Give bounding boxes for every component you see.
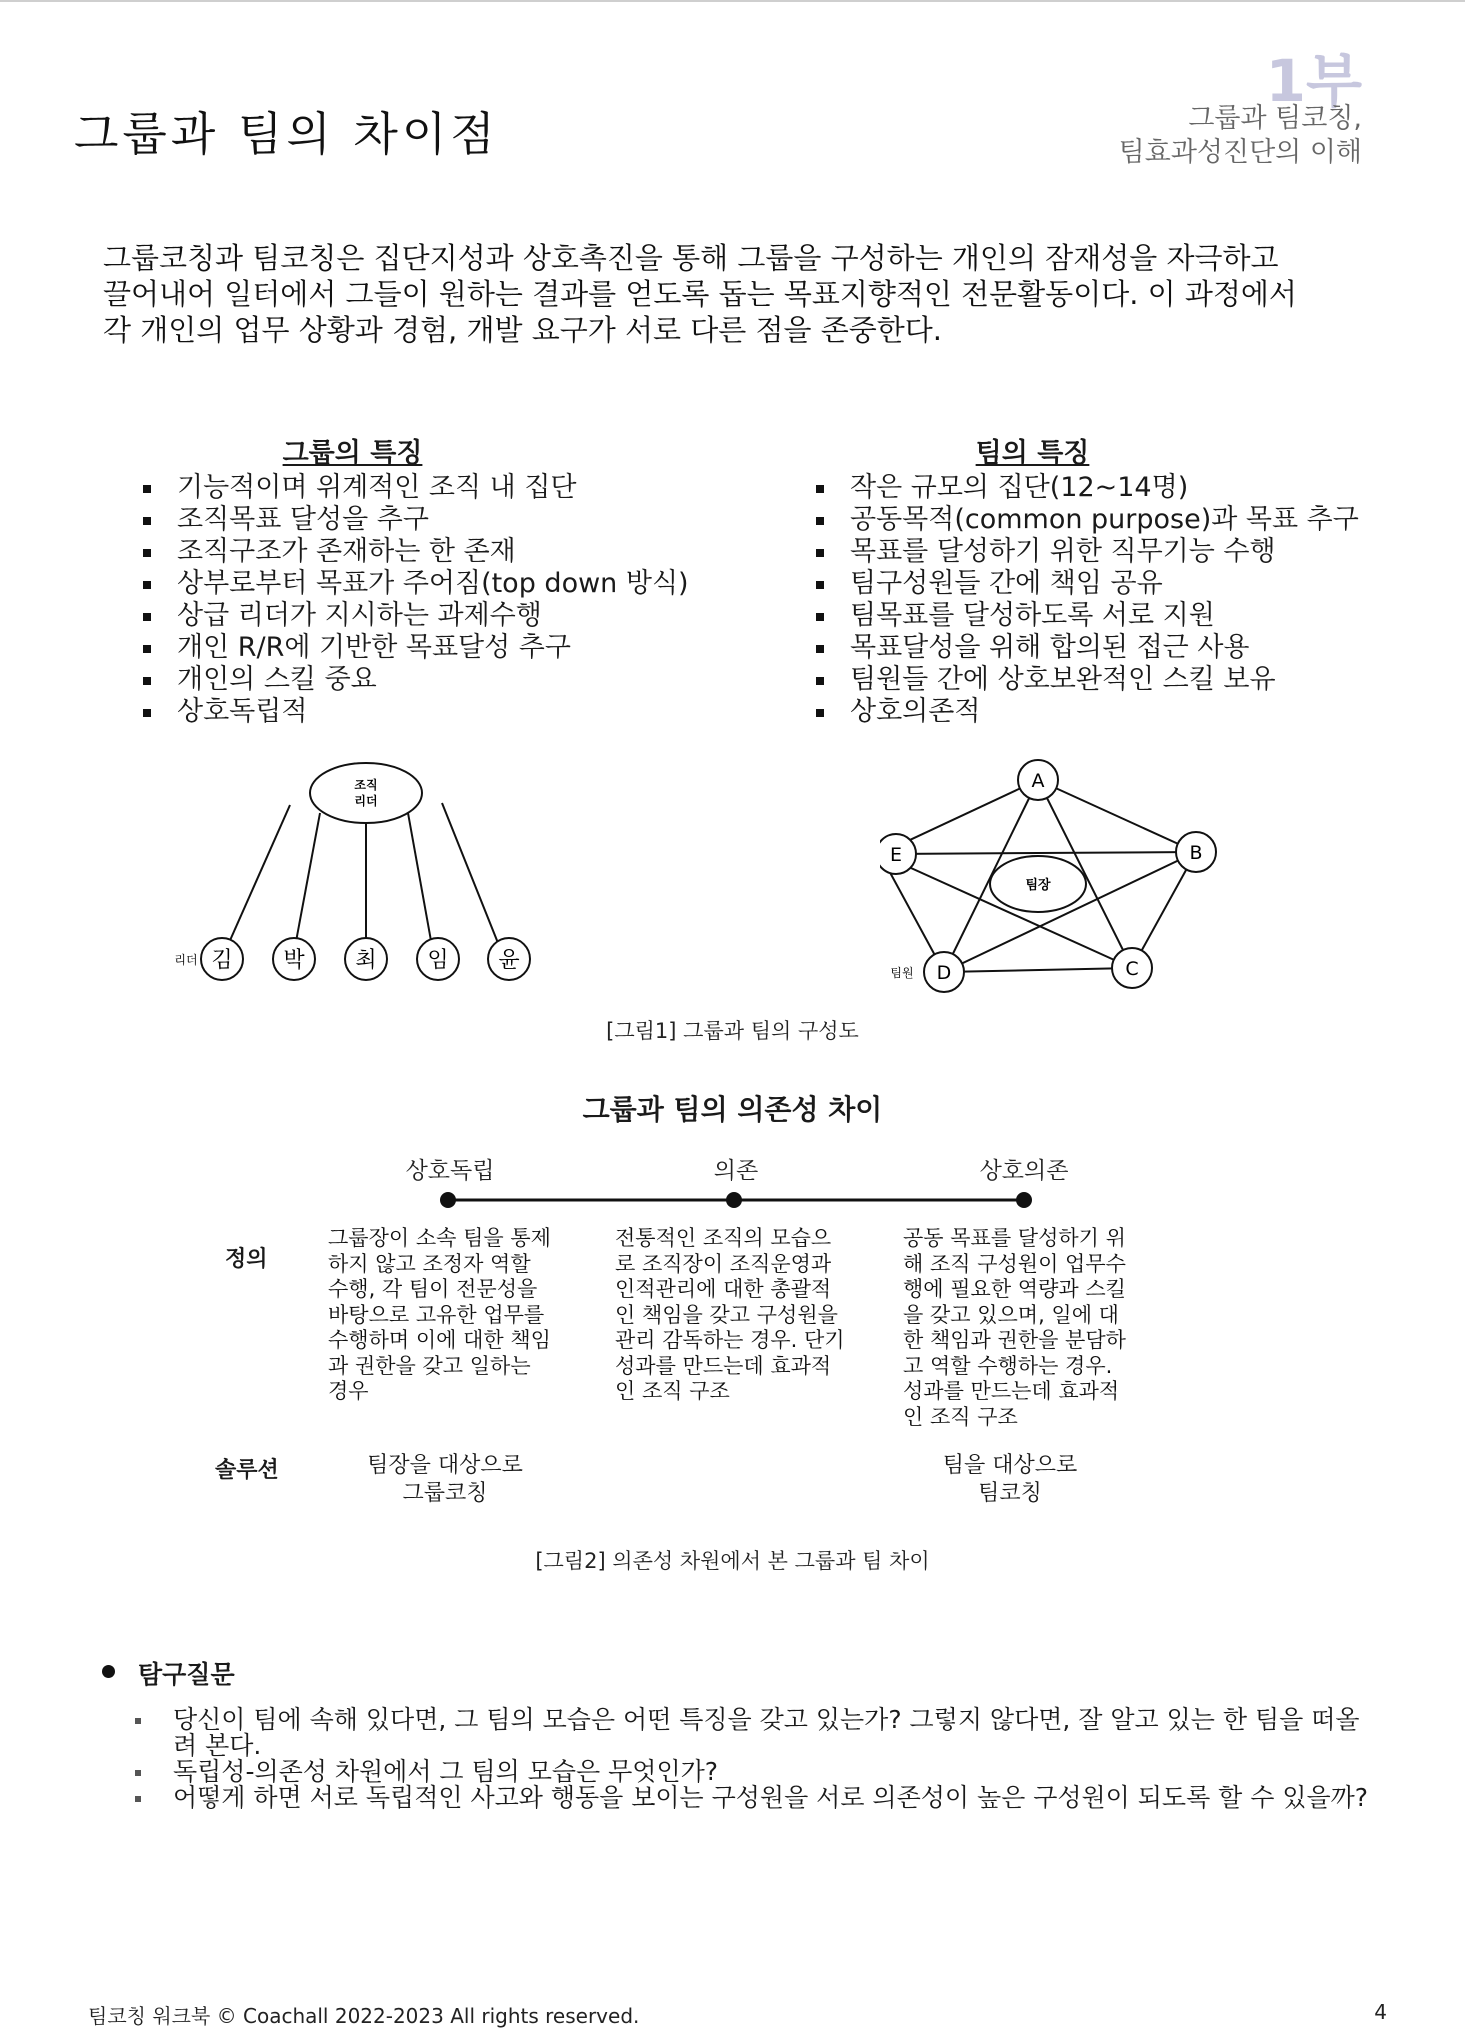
team-node-d: D [936, 962, 952, 984]
group-features-heading: 그룹의 특징 [282, 438, 423, 469]
part-number: 1부 [1265, 47, 1362, 115]
dependency-axis [430, 1188, 1040, 1218]
solution-line: 팀장을 대상으로 [367, 1453, 523, 1478]
dependency-title: 그룹과 팀의 의존성 차이 [582, 1093, 883, 1126]
figure2-caption: [그림2] 의존성 차원에서 본 그룹과 팀 차이 [535, 1549, 930, 1573]
definition-line: 바탕으로 고유한 업무를 [328, 1302, 545, 1327]
team-leader-label: 팀장 [1025, 878, 1051, 893]
group-leader-label: 조직 [354, 778, 378, 792]
definition-line: 행에 필요한 역량과 스킬 [903, 1277, 1126, 1301]
solution-line: 팀을 대상으로 [942, 1453, 1078, 1478]
definition-line: 과 권한을 갖고 일하는 [328, 1353, 531, 1378]
member-node: 최 [355, 948, 377, 973]
intro-line: 각 개인의 업무 상황과 경험, 개발 요구가 서로 다른 점을 존중한다. [103, 313, 942, 347]
solution-group [325, 1452, 565, 1508]
team-feature-item: 상호의존적 [813, 696, 1359, 728]
question-item: 당신이 팀에 속해 있다면, 그 팀의 모습은 어떤 특징을 갖고 있는가? 그렇지 않다면, 잘 알고 있는 한 팀을 떠올려 본다. [133, 1707, 1383, 1759]
definition-line: 인 조직 구조 [903, 1404, 1018, 1429]
team-member-label: 팀원 [890, 966, 914, 980]
team-node-a: A [1031, 770, 1045, 792]
definition-dependent [615, 1226, 875, 1405]
part-subtitle [1119, 102, 1362, 170]
definition-line: 수행하며 이에 대한 책임 [328, 1328, 551, 1352]
definition-line: 을 갖고 있으며, 일에 대 [903, 1302, 1119, 1327]
team-feature-item: 팀원들 간에 상호보완적인 스킬 보유 [813, 664, 1359, 696]
team-node-b: B [1189, 842, 1203, 864]
group-feature-item: 조직구조가 존재하는 한 존재 [140, 536, 689, 568]
definition-interdependent [903, 1226, 1163, 1430]
definition-independent [328, 1226, 588, 1405]
definition-line: 하지 않고 조정자 역할 [328, 1251, 531, 1276]
team-features-list [813, 472, 1359, 728]
group-feature-item: 조직목표 달성을 추구 [140, 504, 689, 536]
axis-point [726, 1192, 742, 1208]
definition-line: 한 책임과 권한을 분담하 [903, 1328, 1126, 1352]
group-feature-item: 기능적이며 위계적인 조직 내 집단 [140, 472, 689, 504]
part-subtitle-line2: 팀효과성진단의 이해 [1118, 137, 1362, 168]
group-leader-label: 리더 [354, 794, 378, 808]
column-label-independent: 상호독립 [405, 1158, 495, 1184]
bullet-dot [102, 1665, 115, 1678]
part-subtitle-line1: 그룹과 팀코칭, [1188, 103, 1362, 134]
question-item: 어떻게 하면 서로 독립적인 사고와 행동을 보이는 구성원을 서로 의존성이 높은 구성원이 되도록 할 수 있을까? [133, 1785, 1383, 1811]
definition-line: 경우 [328, 1379, 369, 1403]
team-feature-item: 목표를 달성하기 위한 직무기능 수행 [813, 536, 1359, 568]
team-node-e: E [889, 844, 903, 866]
group-feature-item: 상급 리더가 지시하는 과제수행 [140, 600, 689, 632]
solution-line: 팀코칭 [978, 1481, 1042, 1506]
questions-list [133, 1707, 1383, 1811]
footer-copyright: 팀코칭 워크북 © Coachall 2022-2023 All rights reserved. [88, 2004, 640, 2028]
top-rule [0, 0, 1465, 2]
definition-line: 성과를 만드는데 효과적 [903, 1379, 1120, 1403]
member-node: 김 [211, 948, 233, 973]
solution-line: 그룹코칭 [402, 1481, 488, 1506]
members-label: 리더 [174, 953, 198, 967]
intro-line: 그룹코칭과 팀코칭은 집단지성과 상호촉진을 통해 그룹을 구성하는 개인의 잠재성을 자극하고 [103, 241, 1279, 275]
group-feature-item: 상부로부터 목표가 주어짐(top down 방식) [140, 568, 689, 600]
figure1-caption: [그림1] 그룹과 팀의 구성도 [606, 1019, 859, 1043]
member-node: 윤 [498, 948, 520, 973]
intro-line: 끌어내어 일터에서 그들이 원하는 결과를 얻도록 돕는 목표지향적인 전문활동이다. 이 과정에서 [103, 277, 1297, 311]
column-label-interdependent: 상호의존 [979, 1158, 1069, 1184]
definition-line: 전통적인 조직의 모습으 [615, 1226, 832, 1250]
solution-team [890, 1452, 1130, 1508]
definition-line: 그룹장이 소속 팀을 통제 [328, 1226, 551, 1250]
member-node: 임 [427, 948, 449, 973]
definition-line: 인 책임을 갖고 구성원을 [615, 1302, 838, 1327]
solution-label: 솔루션 [215, 1458, 279, 1483]
definition-label: 정의 [225, 1247, 268, 1272]
group-feature-item: 개인의 스킬 중요 [140, 664, 689, 696]
team-features-heading: 팀의 특징 [975, 438, 1090, 469]
question-item: 독립성-의존성 차원에서 그 팀의 모습은 무엇인가? [133, 1759, 1383, 1785]
definition-line: 공동 목표를 달성하기 위 [903, 1226, 1126, 1250]
definition-line: 인 조직 구조 [615, 1379, 730, 1403]
group-feature-item: 개인 R/R에 기반한 목표달성 추구 [140, 632, 689, 664]
team-structure-diagram [880, 758, 1240, 998]
member-node: 박 [283, 948, 305, 973]
axis-point [1016, 1192, 1032, 1208]
definition-line: 고 역할 수행하는 경우. [903, 1353, 1113, 1378]
team-feature-item: 목표달성을 위해 합의된 접근 사용 [813, 632, 1359, 664]
team-feature-item: 작은 규모의 집단(12~14명) [813, 472, 1359, 504]
team-feature-item: 공동목적(common purpose)과 목표 추구 [813, 504, 1359, 536]
definition-line: 관리 감독하는 경우. 단기 [615, 1328, 845, 1352]
intro-paragraph [103, 240, 1373, 348]
questions-heading: 탐구질문 [138, 1660, 235, 1689]
definition-line: 인적관리에 대한 총괄적 [615, 1277, 832, 1301]
team-node-c: C [1125, 958, 1139, 980]
group-features-list [140, 472, 689, 728]
column-label-dependent: 의존 [713, 1158, 759, 1184]
team-feature-item: 팀목표를 달성하도록 서로 지원 [813, 600, 1359, 632]
axis-point [440, 1192, 456, 1208]
group-structure-diagram [160, 755, 560, 985]
definition-line: 수행, 각 팀이 전문성을 [328, 1277, 538, 1301]
team-feature-item: 팀구성원들 간에 책임 공유 [813, 568, 1359, 600]
definition-line: 로 조직장이 조직운영과 [615, 1251, 832, 1276]
group-feature-item: 상호독립적 [140, 696, 689, 728]
definition-line: 해 조직 구성원이 업무수 [903, 1251, 1126, 1276]
page-title: 그룹과 팀의 차이점 [74, 107, 499, 161]
page-number: 4 [1374, 2000, 1387, 2024]
definition-line: 성과를 만드는데 효과적 [615, 1353, 832, 1378]
